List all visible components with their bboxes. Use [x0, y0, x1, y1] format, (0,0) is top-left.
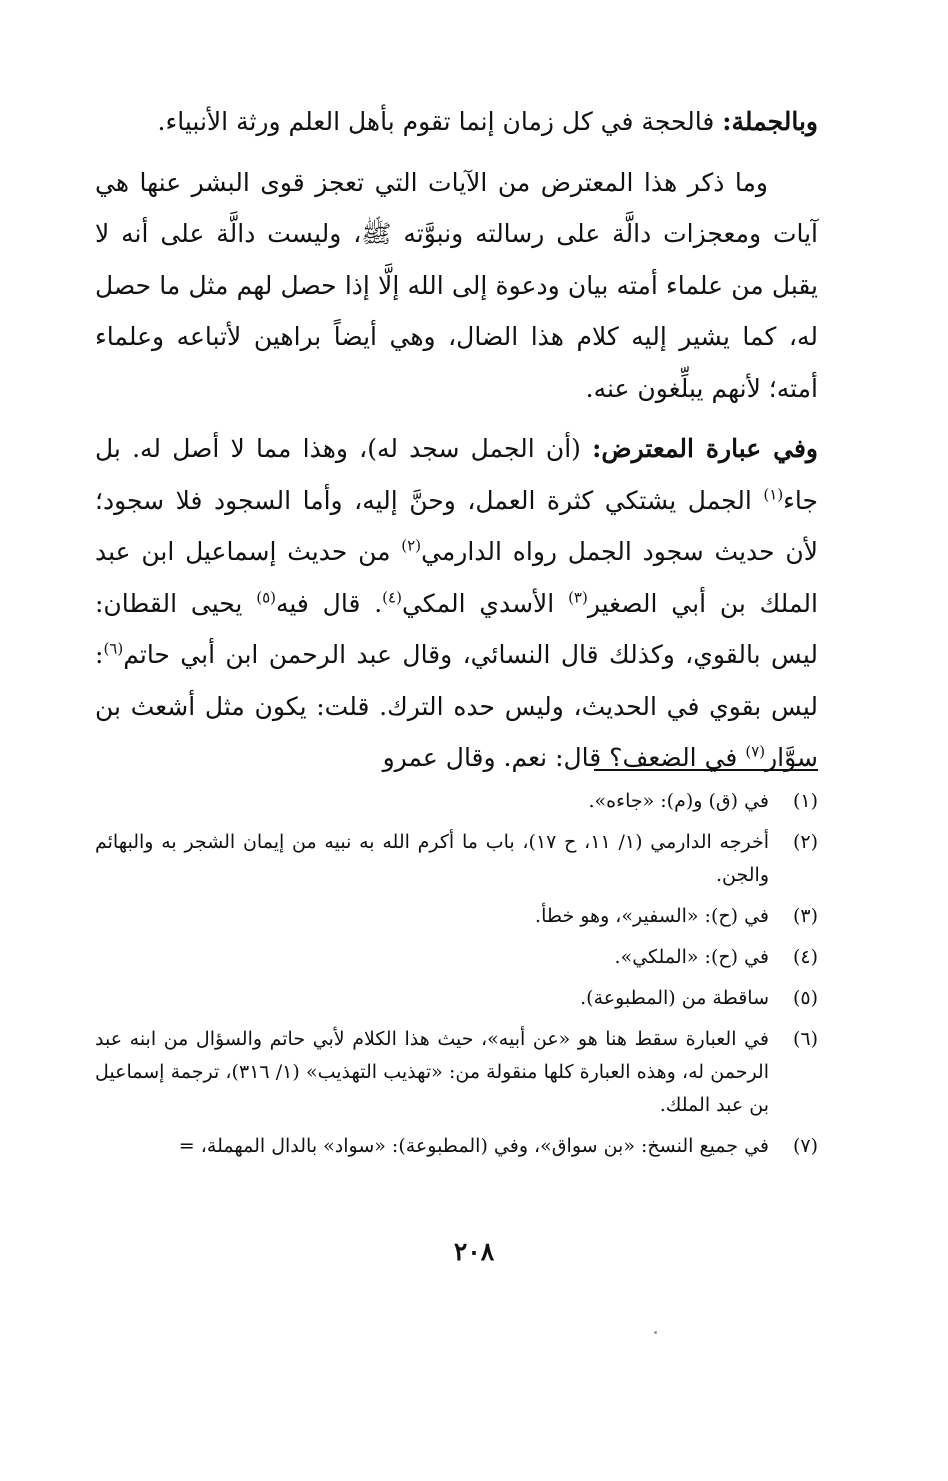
footnote-marker: (٢) [401, 536, 422, 555]
footnote-item [95, 1023, 818, 1122]
footnote-number: (٣) [792, 905, 818, 927]
footnote-number: (٧) [792, 1135, 818, 1157]
footnote-item [95, 1130, 818, 1163]
page-number: ٢٠٨ [453, 1237, 495, 1266]
paragraph-lead: وبالجملة: [722, 107, 818, 136]
footnote-text: أخرجه الدارمي (١/ ١١، ح ١٧)، باب ما أكرم الله به نبيه من إيمان الشجر به والبهائم والجن. [95, 831, 769, 886]
paragraph-lead: وفي عبارة المعترض: [592, 434, 818, 463]
footnote-text: في (ح): «السفير»، وهو خطأ. [535, 905, 769, 927]
footnote-text: في (ح): «الملكي». [614, 946, 769, 968]
main-text [95, 96, 818, 784]
paragraph-text: وما ذكر هذا المعترض من الآيات التي تعجز قوى البشر عنها هي آيات ومعجزات دالَّة على رسالته ونبوَّته ﷺ، وليست دالَّة على أنه لا يقبل من علماء أمته بيان ودعوة إلى الله إلَّا إذا حصل لهم مثل ما حصل له، كما يشير إليه كلام هذا الضال، وهي أيضاً براهين لأتباعه وعلماء أمته؛ لأنهم يبلِّغون عنه. [95, 167, 818, 403]
footnote-separator [594, 769, 818, 771]
footnote-marker: (٣) [568, 588, 588, 607]
footnote-text: في (ق) و(م): «جاءه». [588, 790, 769, 812]
footnote-item [95, 785, 818, 818]
paragraph-text: الأسدي المكي [401, 588, 569, 618]
footnote-marker: (٧) [745, 742, 766, 761]
paragraph-text: يحيى القطان: ليس بالقوي، وكذلك قال النسائي، وقال عبد الرحمن ابن أبي حاتم [95, 588, 818, 669]
paragraph-text: الجمل يشتكي كثرة العمل، وحنَّ إليه، وأما السجود فلا سجود؛ لأن حديث سجود الجمل رواه الدارمي [95, 485, 818, 566]
paragraph-1 [95, 96, 818, 148]
scan-speck [654, 1331, 657, 1334]
paragraph-2 [95, 157, 818, 415]
footnote-marker: (٦) [103, 639, 124, 658]
footnote-number: (٥) [792, 987, 818, 1009]
footnotes [95, 785, 818, 1171]
footnote-item [95, 982, 818, 1015]
footnote-text: في جميع النسخ: «بن سواق»، وفي (المطبوعة): «سواد» بالدال المهملة، = [178, 1135, 769, 1157]
footnote-marker: (١) [763, 485, 784, 504]
footnote-item [95, 900, 818, 933]
paragraph-text: : ليس بقوي في الحديث، وليس حده الترك. قلت: يكون مثل أشعث بن سوَّار [95, 640, 818, 772]
paragraph-text: (أن الجمل سجد له)، وهذا مما لا أصل له. بل جاء [95, 434, 818, 515]
paragraph-text: فالحجة في كل زمان إنما تقوم بأهل العلم ورثة الأنبياء. [157, 107, 723, 136]
paragraph-text: من حديث إسماعيل ابن عبد الملك بن أبي الصغير [95, 537, 818, 618]
footnote-text: في العبارة سقط هنا هو «عن أبيه»، حيث هذا الكلام لأبي حاتم والسؤال من ابنه عبد الرحمن له، وهذه العبارة كلها منقولة من: «تهذيب التهذيب» (١/ ٣١٦)، ترجمة إسماعيل بن عبد الملك. [95, 1028, 769, 1116]
footnote-item [95, 826, 818, 892]
footnote-number: (٤) [792, 946, 818, 968]
paragraph-3 [95, 423, 818, 784]
footnote-number: (٢) [792, 831, 818, 853]
paragraph-text: . قال فيه [275, 588, 383, 618]
footnote-number: (١) [792, 790, 818, 812]
footnote-marker: (٤) [382, 588, 402, 607]
footnote-number: (٦) [792, 1028, 818, 1050]
paragraph-text: في الضعف؟ قال: نعم. وقال عمرو [382, 743, 746, 772]
footnote-marker: (٥) [256, 588, 276, 607]
footnote-item [95, 941, 818, 974]
footnote-text: ساقطة من (المطبوعة). [580, 987, 769, 1009]
